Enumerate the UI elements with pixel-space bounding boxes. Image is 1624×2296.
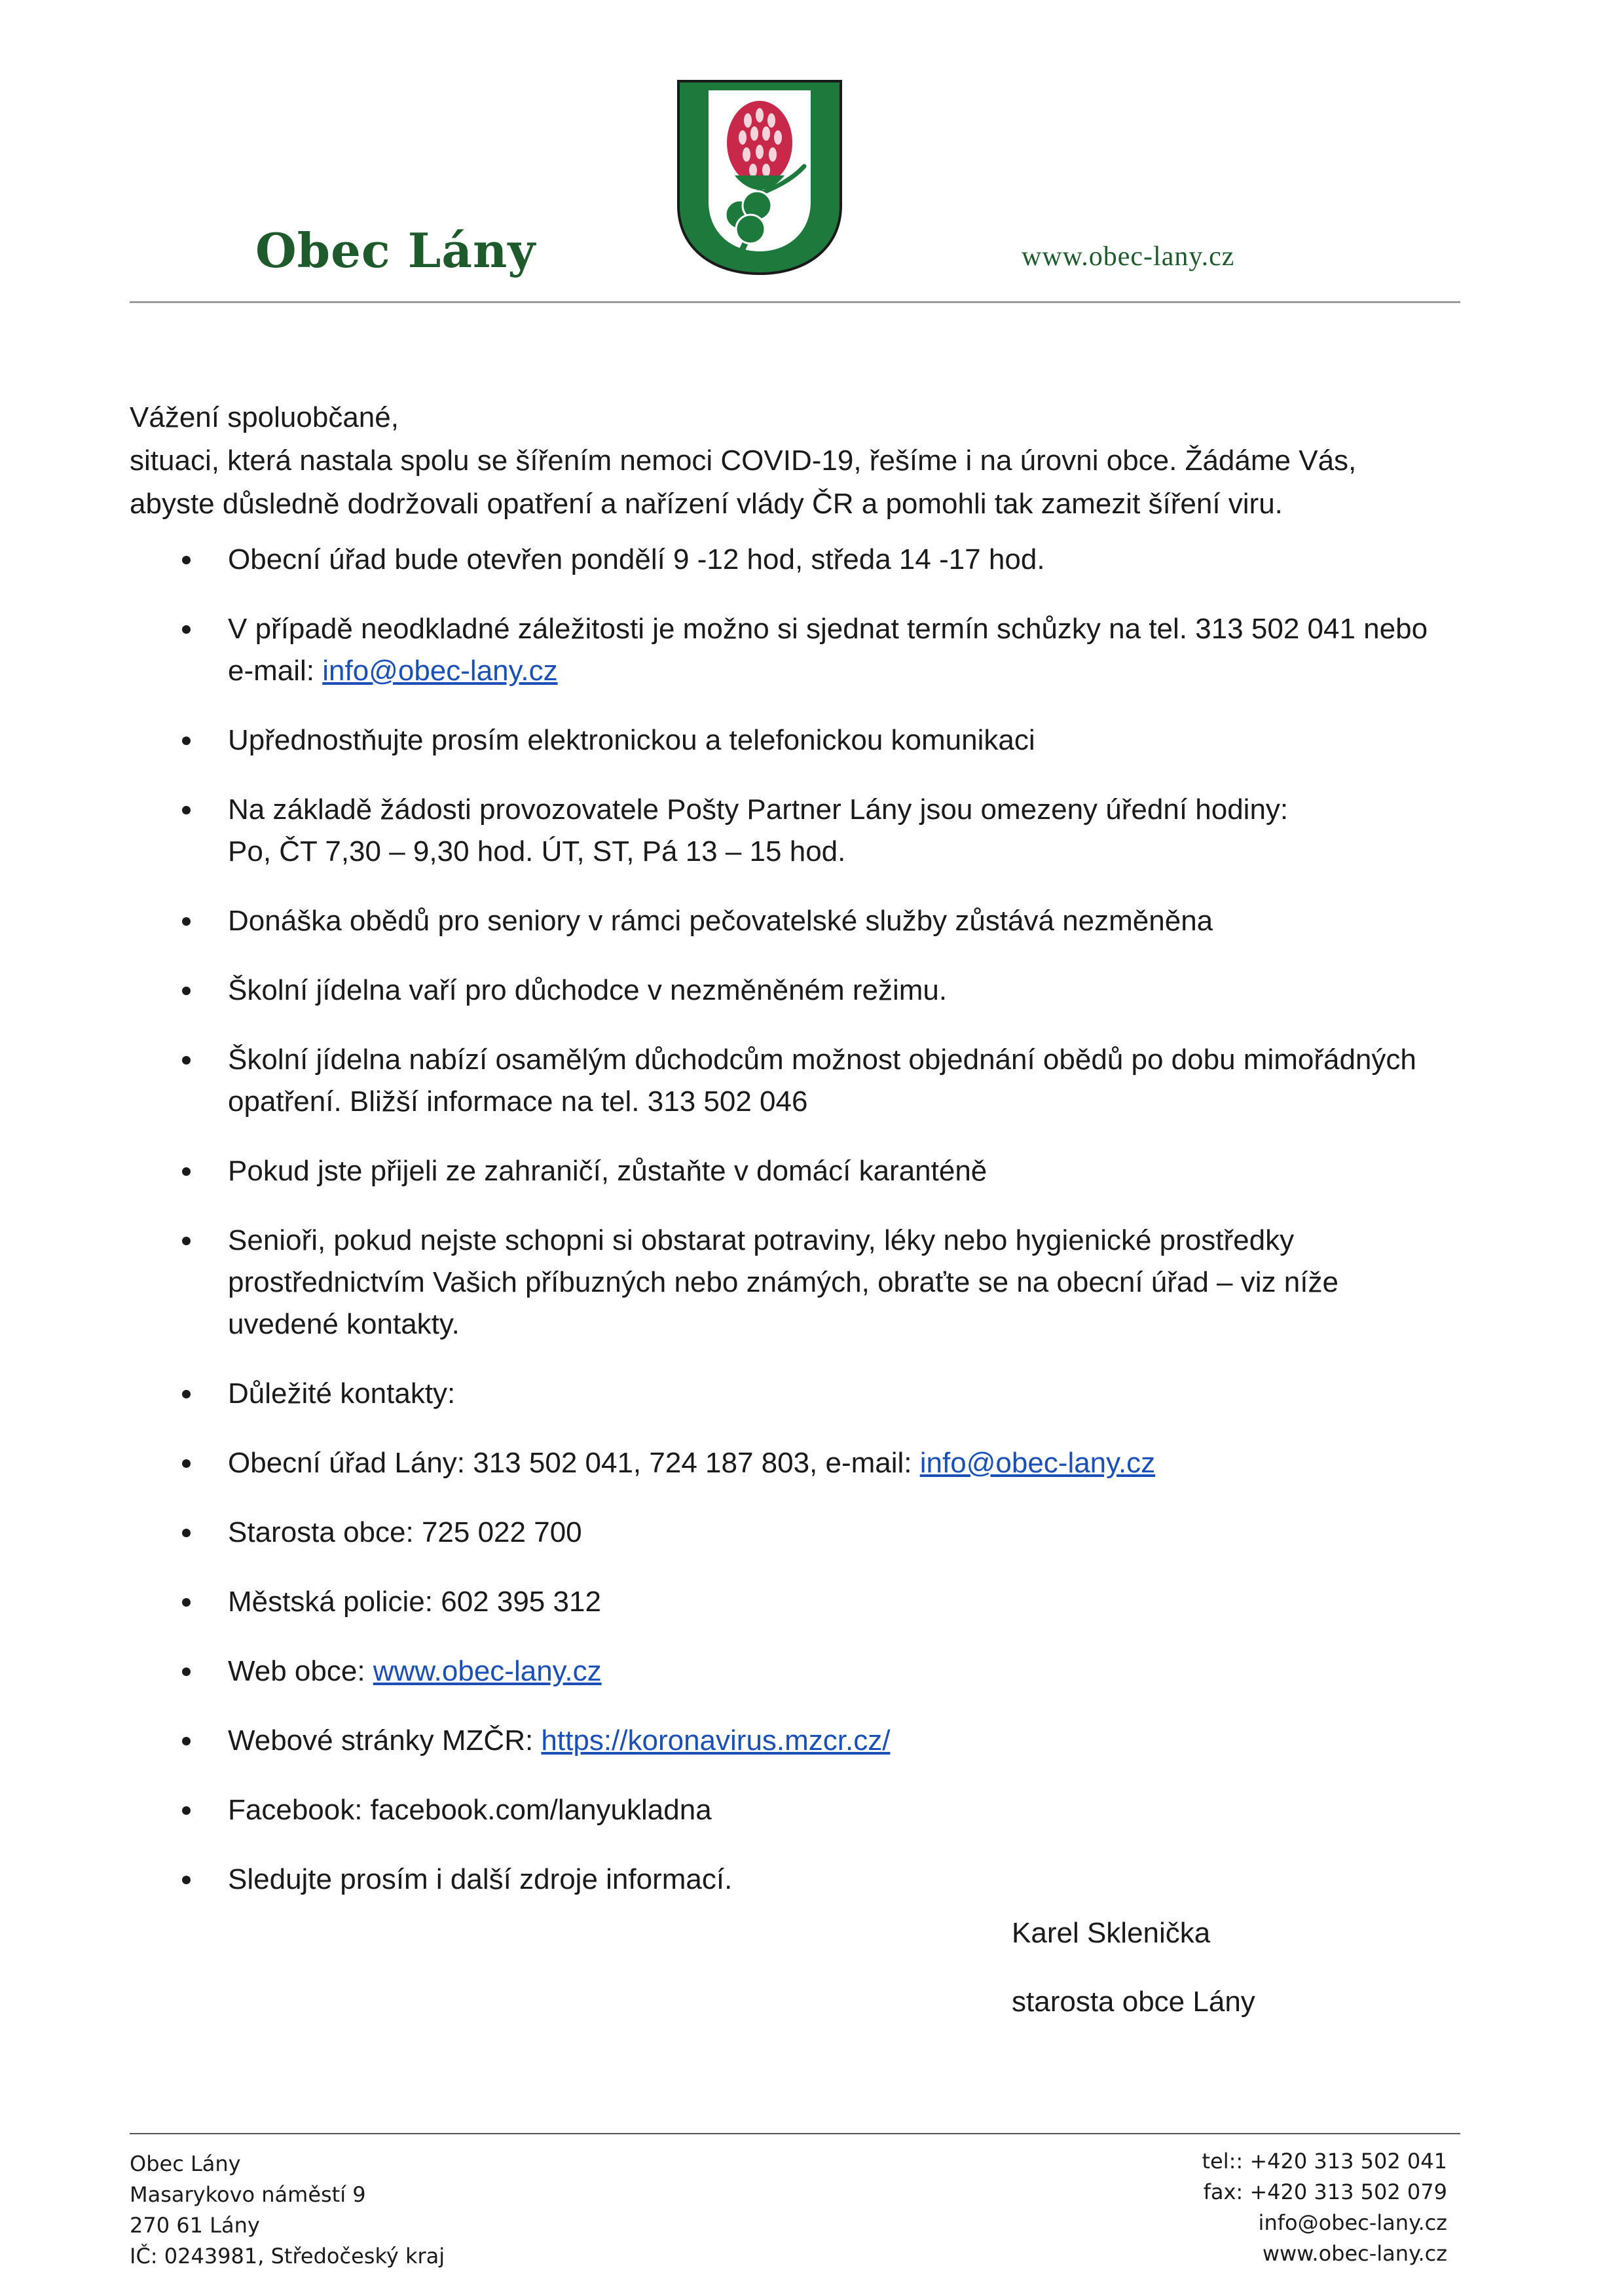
greeting: Vážení spoluobčané, xyxy=(130,401,399,433)
intro-section xyxy=(130,396,1439,526)
bullet-icon xyxy=(182,556,191,564)
list-item: Školní jídelna nabízí osamělým důchodcům možnost objednání obědů po dobu mimořádných opatření. Bližší informace na tel. 313 502 046 xyxy=(130,1039,1452,1123)
bullet-icon xyxy=(182,1667,191,1676)
list-item: Upřednostňujte prosím elektronickou a telefonickou komunikaci xyxy=(130,720,1452,761)
list-item: Městská policie: 602 395 312 xyxy=(130,1581,1452,1623)
information-list xyxy=(130,539,1452,1901)
list-item: Důležité kontakty: xyxy=(130,1373,1452,1415)
bullet-icon xyxy=(182,1459,191,1468)
bullet-icon xyxy=(182,1737,191,1745)
bullet-icon xyxy=(182,1167,191,1176)
footer-id: IČ: 0243981, Středočeský kraj xyxy=(130,2244,445,2269)
email-link[interactable]: info@obec-lany.cz xyxy=(322,655,558,687)
list-item: Sledujte prosím i další zdroje informací. xyxy=(130,1859,1452,1901)
signature-role: starosta obce Lány xyxy=(1012,1986,1255,2018)
bullet-icon xyxy=(182,1876,191,1884)
bullet-icon xyxy=(182,1237,191,1245)
list-item: Pokud jste přijeli ze zahraničí, zůstaňte v domácí karanténě xyxy=(130,1150,1452,1192)
bullet-icon xyxy=(182,737,191,745)
intro-paragraph: situaci, která nastala spolu se šířením nemoci COVID-19, řešíme i na úrovni obce. Žádáme Vás, abyste důsledně dodržovali opatření a nařízení vlády ČR a pomohli tak zamezit šíření viru. xyxy=(130,445,1357,520)
footer-divider xyxy=(130,2133,1460,2134)
list-item: Donáška obědů pro seniory v rámci pečovatelské služby zůstává nezměněna xyxy=(130,900,1452,942)
bullet-icon xyxy=(182,987,191,995)
bullet-icon xyxy=(182,806,191,814)
org-name: Obec Lány xyxy=(255,223,536,278)
mzcr-link[interactable]: https://koronavirus.mzcr.cz/ xyxy=(541,1724,891,1757)
footer-street: Masarykovo náměstí 9 xyxy=(130,2182,366,2207)
list-item: Obecní úřad bude otevřen pondělí 9 -12 hod, středa 14 -17 hod. xyxy=(130,539,1452,581)
header-website: www.obec-lany.cz xyxy=(1022,242,1235,272)
municipal-crest-logo xyxy=(674,77,845,278)
website-link[interactable]: www.obec-lany.cz xyxy=(373,1655,602,1687)
bullet-icon xyxy=(182,917,191,926)
footer-email: info@obec-lany.cz xyxy=(1258,2210,1447,2235)
list-item: Facebook: facebook.com/lanyukladna xyxy=(130,1789,1452,1831)
footer-tel: tel:: +420 313 502 041 xyxy=(1202,2149,1447,2174)
bullet-icon xyxy=(182,1529,191,1537)
list-item: Na základě žádosti provozovatele Pošty Partner Lány jsou omezeny úřední hodiny: Po, ČT 7,30 – 9,30 hod. ÚT, ST, Pá 13 – 15 hod. xyxy=(130,789,1452,873)
bullet-icon xyxy=(182,1056,191,1065)
list-item: Webové stránky MZČR: https://koronavirus.mzcr.cz/ xyxy=(130,1720,1452,1762)
list-item: Starosta obce: 725 022 700 xyxy=(130,1512,1452,1554)
footer-fax: fax: +420 313 502 079 xyxy=(1203,2179,1447,2204)
footer-contacts xyxy=(1202,2146,1448,2269)
list-item: Obecní úřad Lány: 313 502 041, 724 187 803, e-mail: info@obec-lany.cz xyxy=(130,1442,1452,1484)
list-item: Web obce: www.obec-lany.cz xyxy=(130,1650,1452,1692)
bullet-icon xyxy=(182,1806,191,1815)
list-item: V případě neodkladné záležitosti je možno si sjednat termín schůzky na tel. 313 502 041 nebo e-mail: info@obec-lany.cz xyxy=(130,608,1452,692)
footer-address xyxy=(130,2149,445,2272)
bullet-icon xyxy=(182,625,191,634)
footer-org: Obec Lány xyxy=(130,2151,241,2176)
header-divider xyxy=(130,301,1460,303)
email-link[interactable]: info@obec-lany.cz xyxy=(919,1447,1156,1479)
list-item: Školní jídelna vaří pro důchodce v nezměněném režimu. xyxy=(130,970,1452,1011)
list-item: Senioři, pokud nejste schopni si obstarat potraviny, léky nebo hygienické prostředky prostřednictvím Vašich příbuzných nebo známých, obraťte se na obecní úřad – viz níže uvedené kontakty. xyxy=(130,1220,1452,1345)
bullet-icon xyxy=(182,1598,191,1607)
footer-web: www.obec-lany.cz xyxy=(1262,2241,1447,2266)
signature-name: Karel Sklenička xyxy=(1012,1917,1211,1949)
footer-city: 270 61 Lány xyxy=(130,2213,260,2238)
bullet-icon xyxy=(182,1390,191,1398)
